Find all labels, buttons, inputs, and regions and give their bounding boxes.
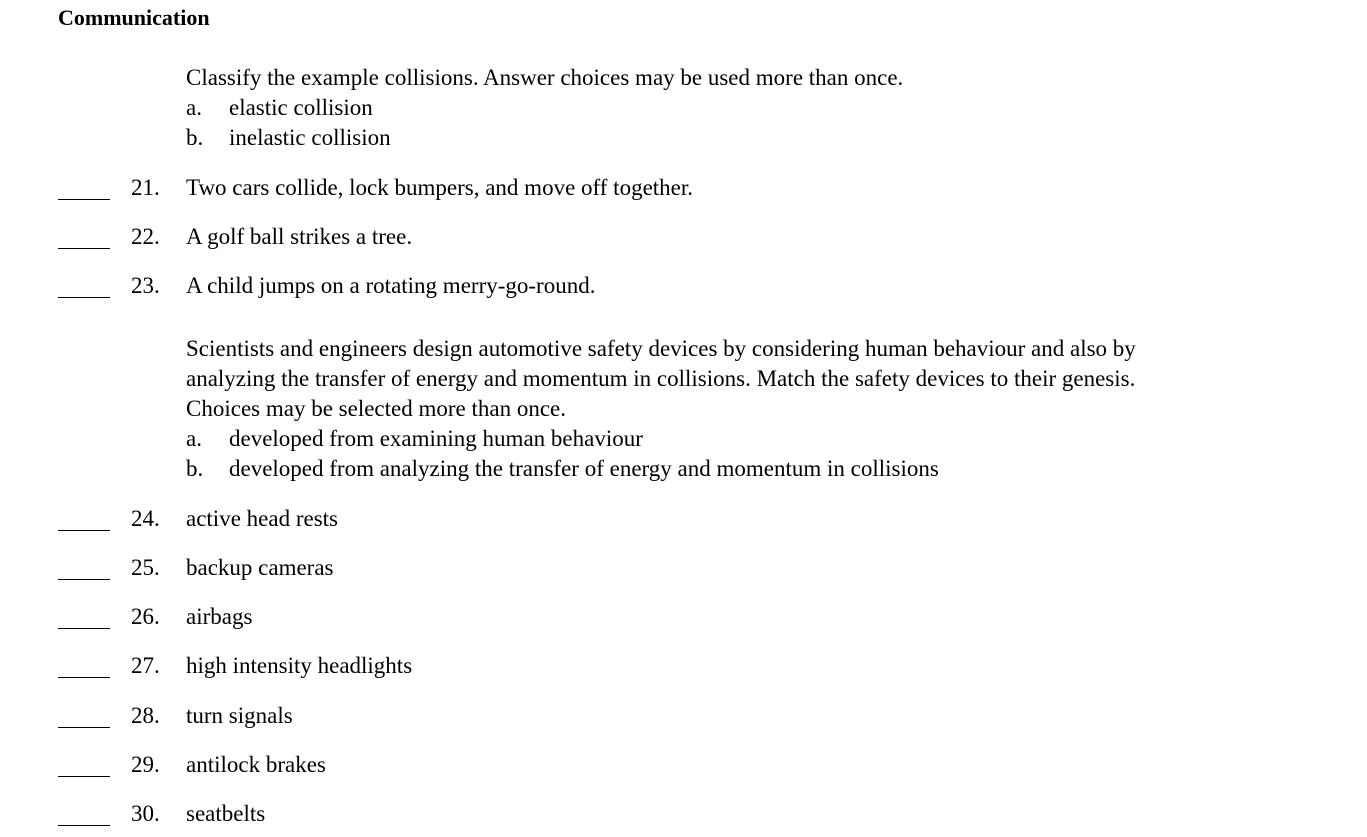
question-number: 23. <box>131 273 160 298</box>
choice-text: inelastic collision <box>229 125 391 150</box>
question-text: turn signals <box>186 703 293 728</box>
choice-text: elastic collision <box>229 95 373 120</box>
answer-blank[interactable] <box>58 677 110 678</box>
question-28 <box>0 701 1367 731</box>
answer-choice-a <box>186 93 1286 123</box>
question-text: high intensity headlights <box>186 653 413 678</box>
question-21 <box>0 173 1367 203</box>
question-29 <box>0 750 1367 780</box>
question-25 <box>0 553 1367 583</box>
instructions-line: analyzing the transfer of energy and momentum in collisions. Match the safety devices to their genesis. <box>186 366 1136 391</box>
question-text: seatbelts <box>186 801 266 826</box>
question-number: 21. <box>131 175 160 200</box>
question-number: 29. <box>131 752 160 777</box>
question-26 <box>0 602 1367 632</box>
answer-choice-b <box>186 454 1286 484</box>
answer-blank[interactable] <box>58 628 110 629</box>
question-text: active head rests <box>186 506 338 531</box>
answer-blank[interactable] <box>58 530 110 531</box>
question-text: A child jumps on a rotating merry-go-round. <box>186 273 596 298</box>
question-22 <box>0 222 1367 252</box>
answer-blank[interactable] <box>58 825 110 826</box>
question-text: Two cars collide, lock bumpers, and move off together. <box>186 175 694 200</box>
choice-letter: b. <box>186 125 204 150</box>
choice-letter: b. <box>186 456 204 481</box>
question-text: antilock brakes <box>186 752 326 777</box>
choice-text: developed from examining human behaviour <box>229 426 643 451</box>
section-title: Communication <box>58 5 210 30</box>
answer-choice-b <box>186 123 1286 153</box>
question-23 <box>0 271 1367 301</box>
group-1-instructions <box>186 63 1286 153</box>
question-number: 24. <box>131 506 160 531</box>
question-text: backup cameras <box>186 555 334 580</box>
answer-choice-a <box>186 424 1286 454</box>
question-number: 28. <box>131 703 160 728</box>
question-number: 30. <box>131 801 160 826</box>
answer-blank[interactable] <box>58 199 110 200</box>
answer-blank[interactable] <box>58 727 110 728</box>
question-number: 22. <box>131 224 160 249</box>
choice-letter: a. <box>186 426 202 451</box>
choice-letter: a. <box>186 95 202 120</box>
question-30 <box>0 799 1367 829</box>
question-27 <box>0 651 1367 681</box>
question-text: A golf ball strikes a tree. <box>186 224 413 249</box>
question-text: airbags <box>186 604 253 629</box>
instructions-line: Scientists and engineers design automotive safety devices by considering human behaviour and also by <box>186 336 1136 361</box>
question-number: 26. <box>131 604 160 629</box>
instructions-text: Classify the example collisions. Answer choices may be used more than once. <box>186 65 904 90</box>
choice-text: developed from analyzing the transfer of energy and momentum in collisions <box>229 456 939 481</box>
question-number: 27. <box>131 653 160 678</box>
question-number: 25. <box>131 555 160 580</box>
answer-blank[interactable] <box>58 776 110 777</box>
answer-blank[interactable] <box>58 579 110 580</box>
question-24 <box>0 504 1367 534</box>
answer-blank[interactable] <box>58 297 110 298</box>
group-2-instructions <box>186 334 1286 484</box>
answer-blank[interactable] <box>58 248 110 249</box>
instructions-line: Choices may be selected more than once. <box>186 396 566 421</box>
